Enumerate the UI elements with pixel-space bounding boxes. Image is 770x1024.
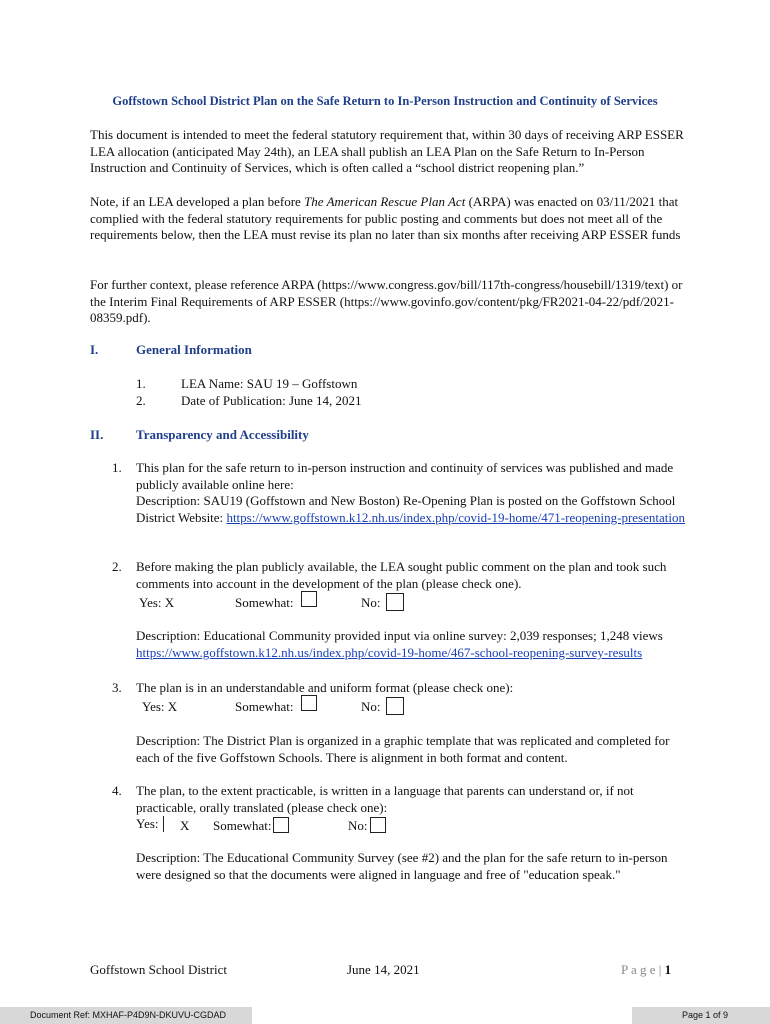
item-1-number: 1. bbox=[112, 460, 122, 475]
item-1-description bbox=[136, 493, 688, 526]
item-4-no-checkbox[interactable] bbox=[370, 817, 386, 833]
footer-district: Goffstown School District bbox=[90, 962, 227, 977]
item-4-somewhat-checkbox[interactable] bbox=[273, 817, 289, 833]
item-1-text: This plan for the safe return to in-person instruction and continuity of services was published and made publicly available online here: bbox=[136, 460, 674, 492]
item-3-description: Description: The District Plan is organized in a graphic template that was replicated and completed for each of the five Goffstown Schools. There is alignment in both format and content. bbox=[136, 733, 670, 765]
intro-paragraph: This document is intended to meet the federal statutory requirement that, within 30 days of receiving ARP ESSER LEA allocation (anticipated May 24th), an LEA shall publish an LEA Plan on the Safe Return to In-Person Instruction and Continuity of Services, which is often called a “school district reopening plan.” bbox=[90, 127, 684, 175]
survey-results-link[interactable]: https://www.goffstown.k12.nh.us/index.php/covid-19-home/467-school-reopening-survey-results bbox=[136, 645, 643, 660]
item-4-number: 4. bbox=[112, 783, 122, 798]
text-cursor bbox=[163, 816, 164, 832]
section-1-number: I. bbox=[90, 342, 99, 357]
publication-date: Date of Publication: June 14, 2021 bbox=[181, 393, 362, 408]
reopening-plan-link[interactable]: https://www.goffstown.k12.nh.us/index.php/covid-19-home/471-reopening-presentation bbox=[226, 509, 685, 525]
item-3-text: The plan is in an understandable and uniform format (please check one): bbox=[136, 680, 514, 695]
item-2-text: Before making the plan publicly available, the LEA sought public comment on the plan and took such comments into account in the development of the plan (please check one). bbox=[136, 559, 667, 591]
footer-page-value: 1 bbox=[664, 962, 672, 977]
item-2-somewhat-label: Somewhat: bbox=[235, 595, 294, 610]
note-text-before: Note, if an LEA developed a plan before bbox=[90, 194, 305, 209]
item-2-somewhat-checkbox[interactable] bbox=[301, 591, 317, 607]
item-3-no-checkbox[interactable] bbox=[386, 697, 404, 715]
lea-name: LEA Name: SAU 19 – Goffstown bbox=[181, 376, 358, 391]
item-4-no-label: No: bbox=[348, 818, 368, 833]
context-paragraph: For further context, please reference ARPA (https://www.congress.gov/bill/117th-congress/housebill/1319/text) or the Interim Final Requirements of ARP ESSER (https://www.govinfo.gov/content/pkg/FR2021-04-22/pdf/2021-08359.pdf). bbox=[90, 277, 683, 325]
item-2-yes-label: Yes: X bbox=[139, 595, 175, 610]
item-3-yes-label: Yes: X bbox=[142, 699, 178, 714]
item-3-somewhat-label: Somewhat: bbox=[235, 699, 294, 714]
section-2-title: Transparency and Accessibility bbox=[136, 427, 309, 442]
item-4-yes-label: Yes: bbox=[136, 816, 159, 831]
section-1-title: General Information bbox=[136, 342, 252, 357]
item-1-description-text: Description: SAU19 (Goffstown and New Boston) Re-Opening Plan is posted on the Goffstown School District Website: bbox=[136, 493, 676, 525]
item-3-number: 3. bbox=[112, 680, 122, 695]
item-4-text: The plan, to the extent practicable, is written in a language that parents can understand or, if not practicable, orally translated (please check one): bbox=[136, 783, 634, 815]
footer-page-separator: | bbox=[655, 962, 665, 977]
note-paragraph bbox=[90, 194, 690, 244]
item-2-description: Description: Educational Community provided input via online survey: 2,039 responses; 1,248 views bbox=[136, 628, 663, 643]
item-4-yes-mark: X bbox=[180, 818, 190, 833]
footer-page-label: P a g e bbox=[621, 962, 656, 977]
footer-page-number bbox=[621, 962, 671, 978]
item-2-no-label: No: bbox=[361, 595, 381, 610]
item-3-somewhat-checkbox[interactable] bbox=[301, 695, 317, 711]
item-3-no-label: No: bbox=[361, 699, 381, 714]
note-text-after: (ARPA) was enacted on 03/11/2021 that complied with the federal statutory requirements for public posting and comments but does not meet all of the requirements below, then the LEA must revise its plan no later than six months after receiving ARP ESSER funds bbox=[90, 194, 681, 242]
note-act-title: The American Rescue Plan Act bbox=[304, 194, 466, 209]
item-2-no-checkbox[interactable] bbox=[386, 593, 404, 611]
document-reference: Document Ref: MXHAF-P4D9N-DKUVU-CGDAD bbox=[0, 1007, 252, 1024]
item-4-description: Description: The Educational Community Survey (see #2) and the plan for the safe return to in-person were designed so that the documents were aligned in language and free of "education speak." bbox=[136, 850, 668, 882]
page-indicator: Page 1 of 9 bbox=[632, 1007, 770, 1024]
footer-date: June 14, 2021 bbox=[347, 962, 420, 977]
document-title: Goffstown School District Plan on the Safe Return to In-Person Instruction and Continuity of Services bbox=[112, 94, 658, 108]
section-2-number: II. bbox=[90, 427, 104, 442]
section-1-item-1-number: 1. bbox=[136, 376, 146, 391]
section-1-item-2-number: 2. bbox=[136, 393, 146, 408]
item-4-somewhat-label: Somewhat: bbox=[213, 818, 272, 833]
item-2-number: 2. bbox=[112, 559, 122, 574]
